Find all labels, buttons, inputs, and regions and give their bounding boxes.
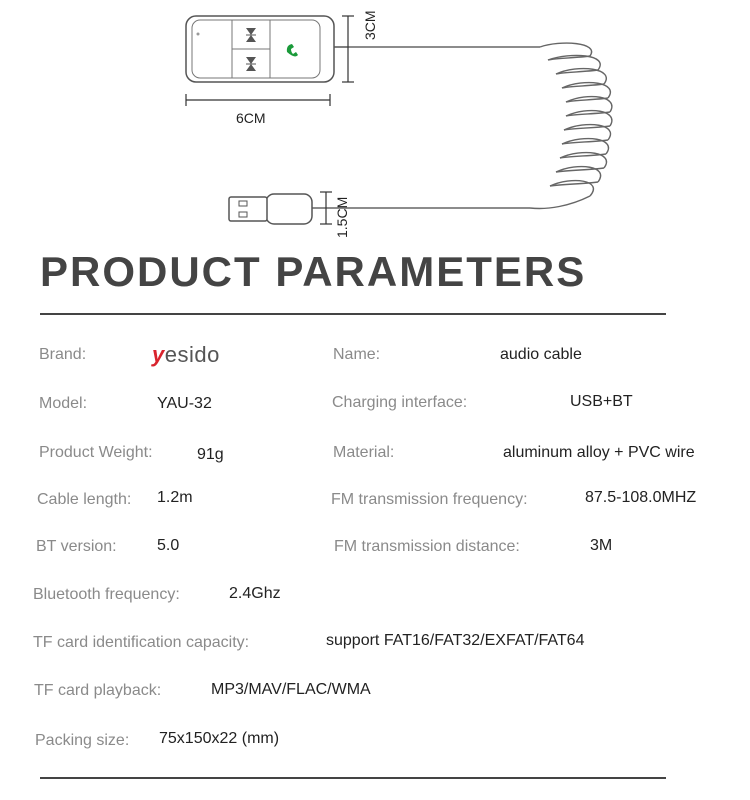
- cable-length-value: 1.2m: [157, 489, 193, 506]
- title-divider: [40, 313, 666, 315]
- name-label: Name:: [333, 346, 381, 363]
- cable-length-label: Cable length:: [37, 491, 132, 508]
- brand-label: Brand:: [39, 346, 87, 363]
- width-dimension: [186, 94, 330, 106]
- tf-capacity-label: TF card identification capacity:: [33, 634, 250, 651]
- bluetooth-frequency-label: Bluetooth frequency:: [33, 586, 180, 603]
- name-value: audio cable: [500, 346, 582, 363]
- bt-version-value: 5.0: [157, 537, 180, 554]
- page-title: PRODUCT PARAMETERS: [40, 248, 587, 295]
- model-label: Model:: [39, 395, 88, 412]
- weight-label: Product Weight:: [39, 444, 153, 461]
- bluetooth-frequency-value: 2.4Ghz: [229, 585, 281, 602]
- height-label: 3CM: [362, 10, 378, 40]
- material-value: aluminum alloy + PVC wire: [503, 444, 695, 461]
- fm-distance-label: FM transmission distance:: [334, 538, 520, 555]
- charging-value: USB+BT: [570, 393, 633, 410]
- usb-plug: [229, 194, 312, 224]
- fm-frequency-value: 87.5-108.0MHZ: [585, 489, 697, 506]
- tf-playback-value: MP3/MAV/FLAC/WMA: [211, 681, 371, 698]
- bt-version-label: BT version:: [36, 538, 117, 555]
- fm-distance-value: 3M: [590, 537, 613, 554]
- next-track-icon: [246, 57, 256, 71]
- model-value: YAU-32: [157, 395, 212, 412]
- tf-playback-label: TF card playback:: [34, 682, 162, 699]
- material-label: Material:: [333, 444, 395, 461]
- brand-logo: yesido: [152, 342, 220, 367]
- coiled-cable: [530, 43, 612, 208]
- tf-capacity-value: support FAT16/FAT32/EXFAT/FAT64: [326, 632, 585, 649]
- fm-frequency-label: FM transmission frequency:: [331, 491, 528, 508]
- width-label: 6CM: [236, 110, 266, 126]
- device-body: [186, 16, 334, 82]
- height-dimension: [342, 16, 354, 82]
- bottom-divider: [40, 777, 666, 779]
- packing-size-value: 75x150x22 (mm): [159, 730, 280, 747]
- packing-size-label: Packing size:: [35, 732, 130, 749]
- charging-label: Charging interface:: [332, 394, 468, 411]
- plug-size-label: 1.5CM: [334, 196, 350, 238]
- weight-value: 91g: [197, 446, 224, 463]
